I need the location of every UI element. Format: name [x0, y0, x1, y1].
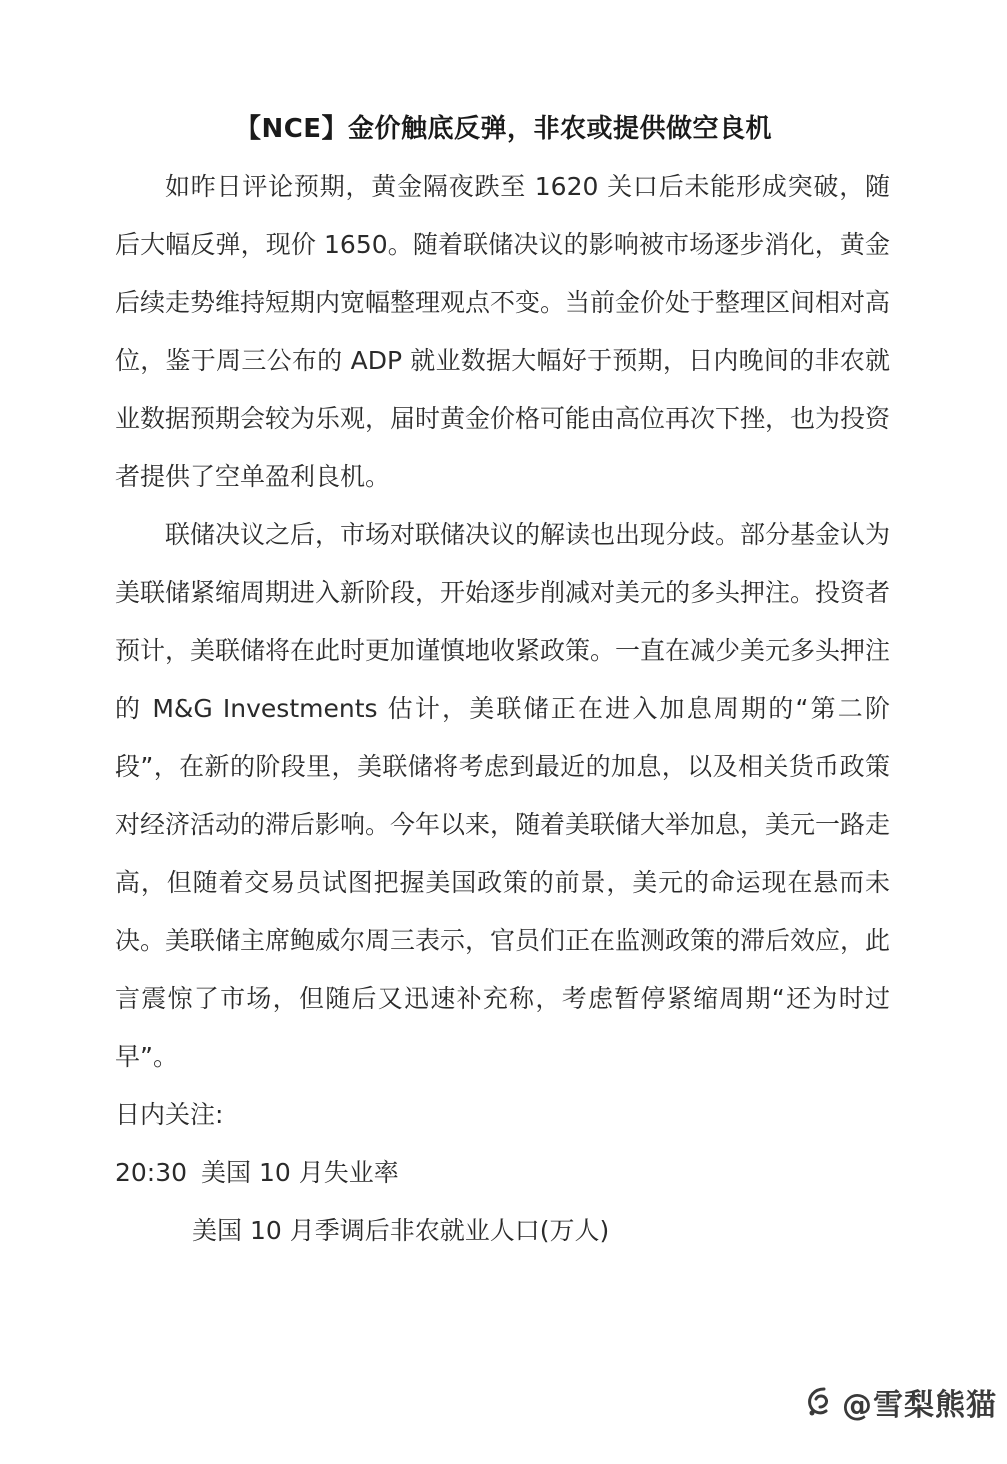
paragraph-2-block — [115, 506, 890, 1086]
calendar-item-text: 美国 10 月季调后非农就业人口(万人) — [192, 1216, 610, 1245]
paragraph: 如昨日评论预期，黄金隔夜跌至 1620 关口后未能形成突破，随后大幅反弹，现价 1650。随着联储决议的影响被市场逐步消化，黄金后续走势维持短期内宽幅整理观点不变。当前金价处于整理区间相对高位，鉴于周三公布的 ADP 就业数据大幅好于预期，日内晚间的非农就业数据预期会较为乐观，届时黄金价格可能由高位再次下挫，也为投资者提供了空单盈利良机。 — [115, 172, 891, 491]
watermark-text: @雪梨熊猫 — [842, 1388, 997, 1423]
paragraph: 联储决议之后，市场对联储决议的解读也出现分歧。部分基金认为美联储紧缩周期进入新阶段，开始逐步削减对美元的多头押注。投资者预计，美联储将在此时更加谨慎地收紧政策。一直在减少美元多头押注的 M&G Investments 估计，美联储正在进入加息周期的“第二阶段”，在新的阶段里，美联储将考虑到最近的加息，以及相关货币政策对经济活动的滞后影响。今年以来，随着美联储大举加息，美元一路走高，但随着交易员试图把握美国政策的前景，美元的命运现在悬而未决。美联储主席鲍威尔周三表示，官员们正在监测政策的滞后效应，此言震惊了市场，但随后又迅速补充称，考虑暂停紧缩周期“还为时过早”。 — [115, 520, 891, 1071]
document-title: 【NCE】金价触底反弹，非农或提供做空良机 — [234, 114, 773, 144]
watermark — [802, 1380, 997, 1424]
calendar-item — [192, 1202, 609, 1260]
calendar-item-time: 20:30 — [115, 1158, 188, 1187]
snowball-logo-icon — [802, 1385, 836, 1419]
calendar-item-text: 美国 10 月失业率 — [201, 1158, 399, 1187]
paragraph-1-block — [115, 158, 890, 506]
focus-label: 日内关注: — [115, 1100, 224, 1129]
calendar-item — [115, 1144, 399, 1202]
